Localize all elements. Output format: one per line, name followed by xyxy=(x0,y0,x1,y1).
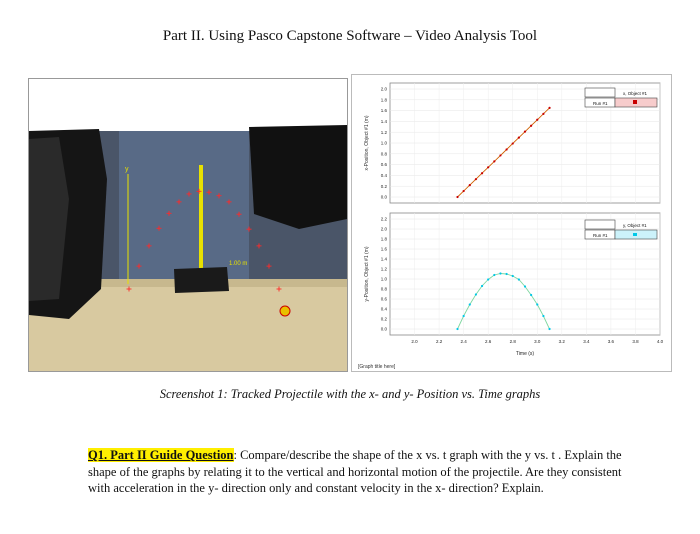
data-point[interactable] xyxy=(524,131,526,133)
data-point[interactable] xyxy=(456,328,458,330)
y-tick-label: 1.6 xyxy=(380,108,387,114)
data-point[interactable] xyxy=(530,294,532,296)
graph-panel[interactable] xyxy=(351,74,672,372)
data-point[interactable] xyxy=(518,137,520,139)
figure-caption: Screenshot 1: Tracked Projectile with the x- and y- Position vs. Time graphs xyxy=(159,387,541,401)
y-tick-label: 0.2 xyxy=(380,316,387,322)
y-tick-label: 0.6 xyxy=(380,296,387,302)
y-legend-run: Run #1 xyxy=(593,233,608,238)
graph-title-placeholder[interactable]: [Graph title here] xyxy=(358,364,396,370)
data-point[interactable] xyxy=(548,328,550,330)
y-tick-label: 1.6 xyxy=(380,246,387,252)
y-tick-label: 0.4 xyxy=(380,306,387,312)
y-plot-ylabel: y-Position, Object #1 (m) xyxy=(364,246,370,302)
scale-label: 1.00 m xyxy=(229,261,248,267)
x-tick-label: 4.0 xyxy=(656,339,664,344)
y-tick-label: 1.4 xyxy=(380,119,387,124)
x-legend-run: Run #1 xyxy=(593,101,608,106)
x-tick-label: 3.4 xyxy=(583,339,590,344)
y-tick-label: 0.2 xyxy=(380,183,387,189)
data-point[interactable] xyxy=(487,278,489,280)
y-tick-label: 1.8 xyxy=(380,236,387,242)
x-tick-label: 3.0 xyxy=(534,339,541,344)
data-point[interactable] xyxy=(524,285,526,287)
data-point[interactable] xyxy=(469,184,471,186)
x-tick-label: 3.6 xyxy=(607,339,615,344)
y-tick-label: 1.2 xyxy=(380,266,387,272)
video-scene xyxy=(29,79,347,371)
y-tick-label: 2.0 xyxy=(380,86,387,92)
x-tick-label: 2.4 xyxy=(460,339,467,344)
data-point[interactable] xyxy=(512,142,514,144)
y-tick-label: 1.0 xyxy=(380,140,387,146)
y-tick-label: 1.4 xyxy=(380,256,387,262)
y-tick-label: 1.2 xyxy=(380,129,387,135)
data-point[interactable] xyxy=(542,315,544,317)
x-tick-label: 2.2 xyxy=(435,339,443,344)
right-curtain xyxy=(249,125,347,229)
scale-stick xyxy=(199,165,203,275)
question-text: : Compare/describe the shape of the x vs. t graph with the y vs. t . Explain the shape of the graphs by relating it to the vertical and horizontal motion of the projectile. Are they consistent with acceleration in the y- direction only and constant velocity in the x- direction? Explain. xyxy=(88,448,622,495)
x-tick-label: 3.8 xyxy=(632,339,639,344)
data-point[interactable] xyxy=(487,166,489,168)
x-tick-label: 3.2 xyxy=(558,339,565,344)
data-point[interactable] xyxy=(536,119,538,121)
data-point[interactable] xyxy=(505,273,507,275)
x-tick-label: 2.6 xyxy=(485,339,492,344)
y-tick-label: 0.8 xyxy=(380,151,387,157)
y-tick-label: 0.0 xyxy=(380,326,387,332)
video-frame[interactable] xyxy=(28,78,348,372)
x-legend-title: x, Object #1 xyxy=(623,91,648,96)
data-point[interactable] xyxy=(542,113,544,115)
data-point[interactable] xyxy=(475,293,477,295)
video-y-axis-label: y xyxy=(125,166,129,173)
guide-question xyxy=(88,447,628,497)
graph-svg xyxy=(352,75,671,371)
data-point[interactable] xyxy=(512,275,514,277)
data-point[interactable] xyxy=(505,148,507,150)
data-point[interactable] xyxy=(499,272,501,274)
y-tick-label: 2.2 xyxy=(380,216,387,222)
y-tick-label: 0.6 xyxy=(380,162,387,168)
data-point[interactable] xyxy=(456,196,458,198)
y-tick-label: 1.8 xyxy=(380,97,387,103)
x-tick-label: 2.8 xyxy=(509,339,516,344)
data-point[interactable] xyxy=(536,303,538,305)
data-point[interactable] xyxy=(518,278,520,280)
data-point[interactable] xyxy=(463,315,465,317)
y-tick-label: 2.0 xyxy=(380,226,387,232)
y-tick-label: 1.0 xyxy=(380,276,387,282)
origin-marker-icon[interactable] xyxy=(280,306,290,316)
y-tick-label: 0.4 xyxy=(380,173,387,178)
y-tick-label: 0.0 xyxy=(380,194,387,200)
data-point[interactable] xyxy=(469,303,471,305)
data-point[interactable] xyxy=(475,178,477,180)
launcher-block xyxy=(174,267,229,293)
data-point[interactable] xyxy=(481,172,483,174)
time-axis-label: Time (s) xyxy=(515,351,535,357)
y-tick-label: 0.8 xyxy=(380,286,387,292)
data-point[interactable] xyxy=(481,285,483,287)
data-point[interactable] xyxy=(548,107,550,109)
y-legend-title: y, Object #1 xyxy=(623,223,647,228)
x-plot-ylabel: x-Position, Object #1 (m) xyxy=(364,115,370,171)
page-title: Part II. Using Pasco Capstone Software – Video Analysis Tool xyxy=(162,28,538,44)
data-point[interactable] xyxy=(463,190,465,192)
data-point[interactable] xyxy=(493,160,495,162)
data-point[interactable] xyxy=(493,274,495,276)
x-tick-label: 2.0 xyxy=(411,339,418,344)
data-point[interactable] xyxy=(499,154,501,156)
question-label: Q1. Part II Guide Question xyxy=(88,448,234,462)
data-point[interactable] xyxy=(530,125,532,127)
